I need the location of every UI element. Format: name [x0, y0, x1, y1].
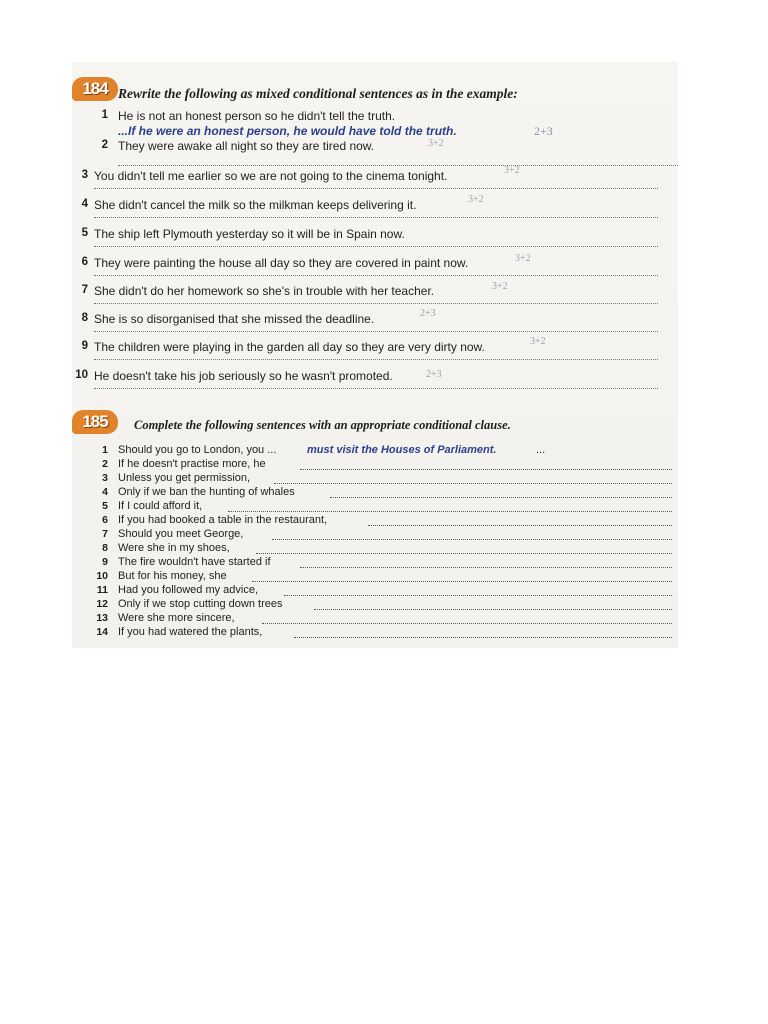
answer-line [94, 359, 658, 360]
item-number: 4 [81, 198, 88, 210]
exercise-184 [72, 62, 678, 402]
item-sentence: She is so disorganised that she missed the deadline. [94, 312, 375, 326]
item-number: 5 [81, 227, 88, 239]
item-number: 1 [101, 109, 108, 121]
handwritten-mark: 3+2 [428, 138, 444, 149]
item-sentence: Unless you get permission, [118, 472, 251, 484]
item-sentence: The fire wouldn't have started if [118, 556, 271, 568]
worksheet-scan [72, 62, 678, 648]
item-number: 6 [102, 514, 108, 526]
exercise-number-badge: 185 [72, 410, 118, 434]
item-sentence: If I could afford it, [118, 500, 203, 512]
item-sentence: Only if we ban the hunting of whales [118, 486, 295, 498]
answer-line [284, 595, 672, 596]
item-number: 11 [96, 584, 108, 596]
item-number: 7 [81, 284, 88, 296]
exercise-number-badge: 184 [72, 77, 118, 101]
item-number: 10 [75, 369, 88, 381]
answer-line [252, 581, 672, 582]
handwritten-mark: 3+2 [515, 253, 531, 264]
item-number: 1 [102, 444, 108, 456]
item-number: 9 [81, 340, 88, 352]
item-number: 12 [96, 598, 108, 610]
item-sentence: They were painting the house all day so they are covered in paint now. [94, 256, 469, 270]
exercise-instruction: Complete the following sentences with an appropriate conditional clause. [134, 418, 511, 432]
example-answer: ...If he were an honest person, he would have told the truth. [118, 124, 457, 138]
item-sentence: Were she in my shoes, [118, 542, 230, 554]
item-number: 13 [96, 612, 108, 624]
item-sentence: He is not an honest person so he didn't tell the truth. [118, 109, 396, 123]
item-number: 8 [81, 312, 88, 324]
answer-line [94, 275, 658, 276]
item-number: 14 [96, 626, 108, 638]
item-number: 6 [81, 256, 88, 268]
handwritten-mark: 3+2 [530, 336, 546, 347]
item-sentence: If you had booked a table in the restaurant, [118, 514, 328, 526]
answer-line [294, 637, 672, 638]
item-number: 3 [102, 472, 108, 484]
answer-line [272, 539, 672, 540]
item-number: 2 [102, 458, 108, 470]
item-sentence: Should you meet George, [118, 528, 244, 540]
answer-line [118, 165, 678, 166]
answer-line [94, 303, 658, 304]
item-number: 8 [102, 542, 108, 554]
answer-line [274, 483, 672, 484]
item-sentence: Were she more sincere, [118, 612, 235, 624]
handwritten-mark: 2+3 [426, 369, 442, 380]
answer-line [314, 609, 672, 610]
item-number: 2 [101, 139, 108, 151]
handwritten-mark: 3+2 [504, 165, 520, 176]
answer-line [94, 246, 658, 247]
item-number: 4 [102, 486, 108, 498]
item-sentence: The ship left Plymouth yesterday so it will be in Spain now. [94, 227, 405, 241]
handwritten-mark: 2+3 [420, 308, 436, 319]
exercise-185 [72, 406, 678, 648]
exercise-instruction: Rewrite the following as mixed conditional sentences as in the example: [118, 86, 518, 101]
answer-line [300, 469, 672, 470]
answer-line [94, 217, 658, 218]
item-sentence: He doesn't take his job seriously so he wasn't promoted. [94, 369, 393, 383]
item-sentence: If he doesn't practise more, he [118, 458, 266, 470]
answer-line [94, 388, 658, 389]
answer-line [94, 188, 658, 189]
item-sentence: If you had watered the plants, [118, 626, 263, 638]
item-number: 10 [96, 570, 108, 582]
item-sentence: Had you followed my advice, [118, 584, 259, 596]
item-number: 9 [102, 556, 108, 568]
item-sentence: They were awake all night so they are tired now. [118, 139, 375, 153]
answer-trail: ... [536, 444, 546, 456]
item-sentence: The children were playing in the garden all day so they are very dirty now. [94, 340, 485, 354]
handwritten-mark: 2+3 [534, 124, 553, 138]
item-number: 5 [102, 500, 108, 512]
item-sentence: She didn't cancel the milk so the milkman keeps delivering it. [94, 198, 417, 212]
item-number: 7 [102, 528, 108, 540]
answer-line [330, 497, 672, 498]
item-sentence: Only if we stop cutting down trees [118, 598, 283, 610]
item-sentence: But for his money, she [118, 570, 227, 582]
item-number: 3 [81, 169, 88, 181]
example-answer: must visit the Houses of Parliament. [307, 444, 497, 456]
item-sentence: She didn't do her homework so she's in trouble with her teacher. [94, 284, 435, 298]
item-sentence: You didn't tell me earlier so we are not going to the cinema tonight. [94, 169, 448, 183]
item-sentence: Should you go to London, you ... [118, 444, 277, 456]
answer-line [300, 567, 672, 568]
answer-line [262, 623, 672, 624]
handwritten-mark: 3+2 [492, 281, 508, 292]
answer-line [256, 553, 672, 554]
answer-line [94, 331, 658, 332]
answer-line [368, 525, 672, 526]
answer-line [228, 511, 672, 512]
handwritten-mark: 3+2 [468, 194, 484, 205]
